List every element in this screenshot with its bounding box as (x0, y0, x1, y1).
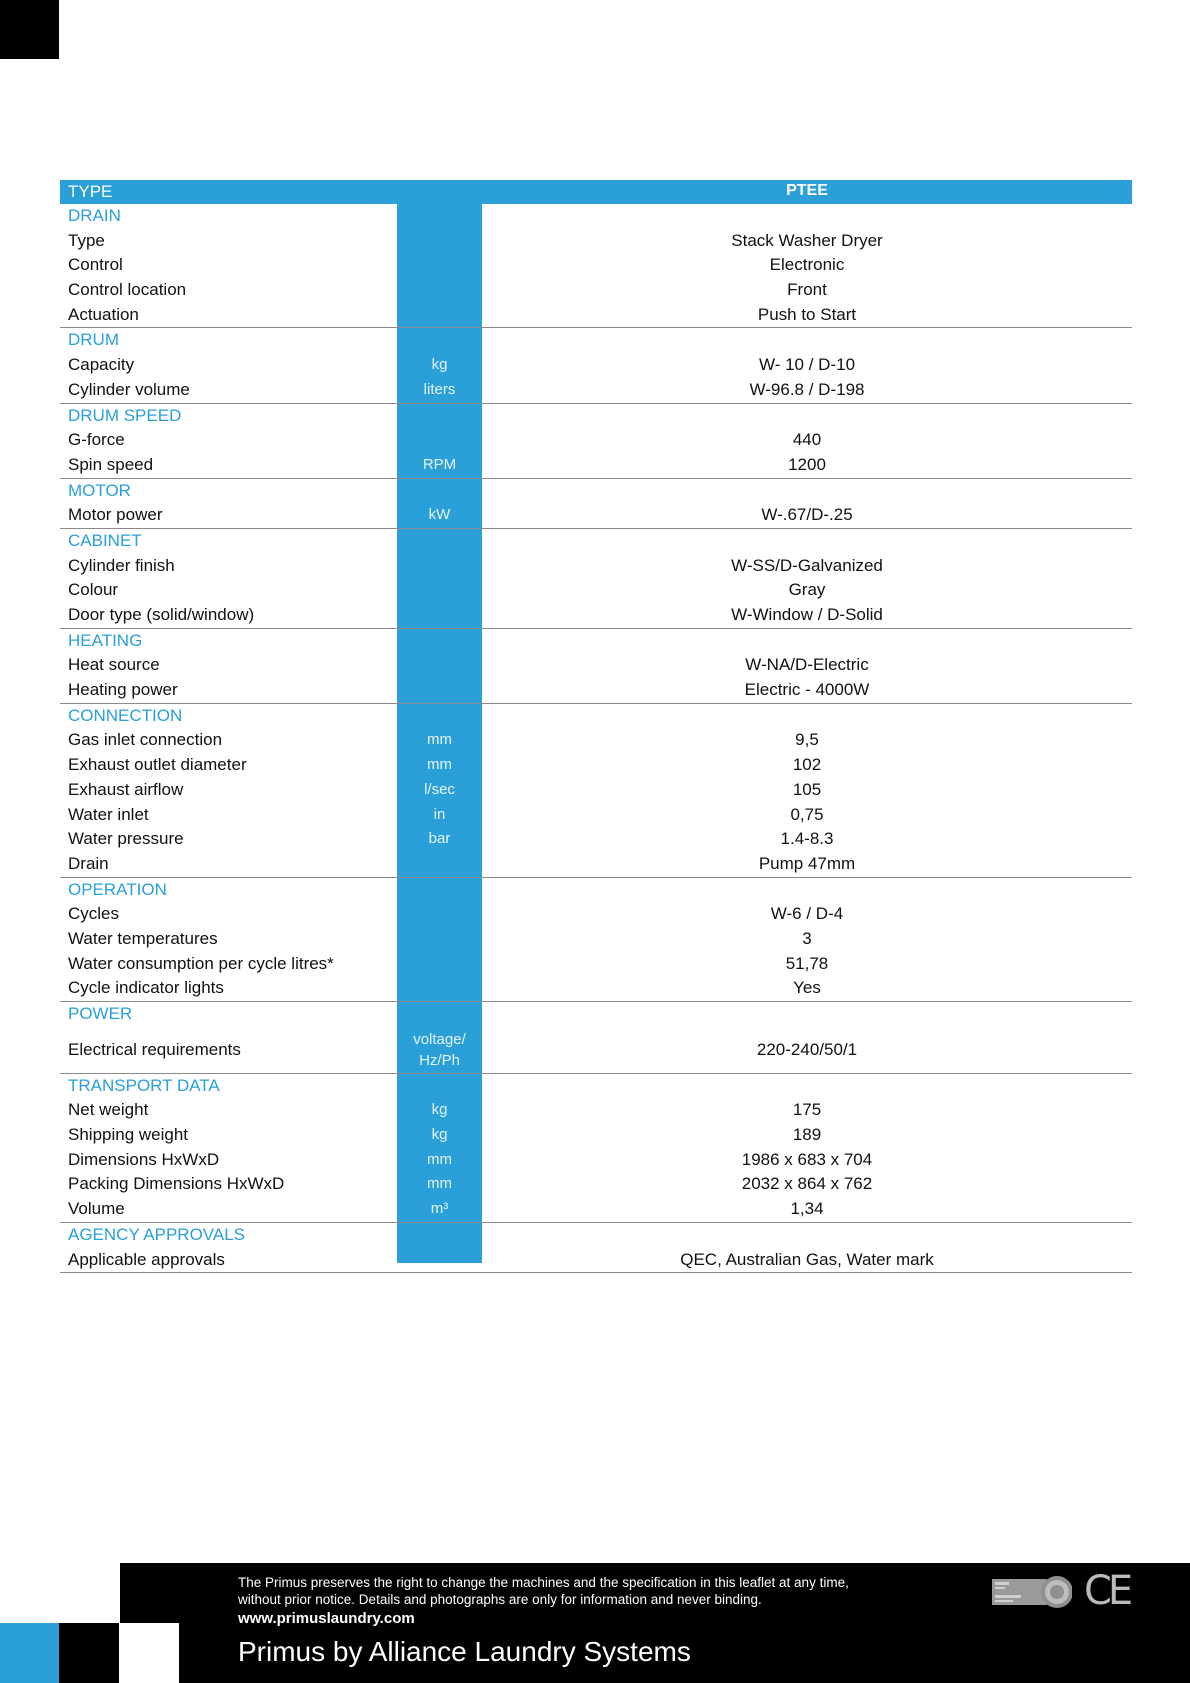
row-unit: bar (428, 830, 451, 848)
section-title: TRANSPORT DATA (68, 1075, 220, 1095)
spec-table (60, 180, 1132, 1273)
row-label: Type (68, 230, 105, 250)
spec-section (60, 328, 1132, 403)
row-value: 102 (792, 755, 822, 775)
spec-section (60, 1074, 1132, 1223)
row-value: Pump 47mm (758, 853, 856, 873)
footer-black-square (59, 1623, 119, 1683)
row-value: 175 (792, 1100, 822, 1120)
spec-section (60, 1223, 1132, 1273)
row-label: Cylinder finish (68, 555, 175, 575)
spec-row (60, 229, 1132, 254)
row-unit: mm (427, 731, 452, 749)
section-heading (60, 878, 1132, 903)
spec-row (60, 902, 1132, 927)
certification-logo-icon (992, 1573, 1072, 1611)
row-unit: mm (427, 756, 452, 774)
type-header-label: TYPE (68, 182, 113, 201)
spec-row (60, 428, 1132, 453)
row-value: Stack Washer Dryer (731, 230, 883, 250)
model-header: PTEE (786, 182, 828, 199)
row-unit: in (433, 805, 446, 823)
row-label: Exhaust airflow (68, 779, 184, 799)
section-heading (60, 479, 1132, 504)
ce-mark-icon: CE (1084, 1568, 1130, 1614)
row-label: Heat source (68, 655, 160, 675)
section-title: CABINET (68, 530, 142, 550)
row-label: Motor power (68, 505, 163, 525)
row-label: Applicable approvals (68, 1249, 225, 1269)
row-value: QEC, Australian Gas, Water mark (680, 1249, 934, 1269)
section-heading (60, 1223, 1132, 1248)
row-label: G-force (68, 430, 125, 450)
spec-row (60, 1172, 1132, 1197)
row-label: Colour (68, 580, 119, 600)
row-value: Yes (793, 978, 821, 998)
section-title: DRUM SPEED (68, 405, 182, 425)
website-link[interactable]: www.primuslaundry.com (238, 1610, 415, 1627)
row-value: 1,34 (790, 1199, 824, 1219)
row-value: 0,75 (790, 804, 824, 824)
row-label: Drain (68, 853, 109, 873)
section-heading (60, 529, 1132, 554)
corner-black-square (0, 0, 59, 59)
disclaimer-line-2: without prior notice. Details and photographs are only for information and never binding. (238, 1592, 762, 1607)
row-label: Dimensions HxWxD (68, 1149, 220, 1169)
section-title: OPERATION (68, 879, 167, 899)
row-label: Heating power (68, 680, 178, 700)
spec-section (60, 204, 1132, 328)
row-value: 2032 x 864 x 762 (741, 1174, 873, 1194)
spec-row (60, 852, 1132, 877)
row-unit: m³ (430, 1200, 449, 1218)
spec-row (60, 253, 1132, 278)
row-label: Control (68, 255, 123, 275)
section-heading (60, 328, 1132, 353)
spec-row (60, 678, 1132, 703)
spec-row (60, 603, 1132, 628)
row-label: Packing Dimensions HxWxD (68, 1174, 285, 1194)
row-label: Electrical requirements (68, 1039, 241, 1059)
row-label: Actuation (68, 304, 139, 324)
row-value: 220-240/50/1 (756, 1039, 858, 1059)
row-label: Exhaust outlet diameter (68, 755, 247, 775)
spec-row (60, 1123, 1132, 1148)
row-value: 9,5 (795, 730, 819, 750)
row-value: Push to Start (757, 304, 857, 324)
spec-row (60, 927, 1132, 952)
section-title: MOTOR (68, 480, 131, 500)
spec-row (60, 827, 1132, 852)
spec-section (60, 1002, 1132, 1074)
spec-row (60, 278, 1132, 303)
row-value: W-Window / D-Solid (731, 605, 883, 624)
row-label: Water consumption per cycle litres* (68, 953, 334, 973)
row-label: Water pressure (68, 829, 184, 849)
row-label: Water inlet (68, 804, 149, 824)
section-title: POWER (68, 1004, 133, 1023)
spec-row (60, 303, 1132, 328)
spec-section (60, 529, 1132, 629)
section-heading (60, 1074, 1132, 1099)
row-unit: RPM (422, 455, 457, 473)
row-unit: liters (423, 380, 456, 398)
footer-blue-square (0, 1623, 59, 1683)
spec-section (60, 479, 1132, 529)
row-label: Spin speed (68, 454, 154, 474)
section-heading (60, 404, 1132, 429)
spec-row (60, 778, 1132, 803)
row-value: 440 (792, 430, 822, 450)
section-heading (60, 704, 1132, 729)
row-label: Cylinder volume (68, 379, 190, 399)
row-unit: kW (428, 506, 451, 524)
spec-row (60, 353, 1132, 378)
section-title: DRAIN (68, 206, 121, 225)
spec-row (60, 503, 1132, 528)
row-value: 3 (802, 928, 812, 948)
row-unit: kg (431, 356, 448, 374)
row-label: Gas inlet connection (68, 730, 223, 750)
row-unit: kg (431, 1126, 448, 1144)
row-unit: mm (427, 1175, 452, 1193)
row-value: 189 (792, 1125, 822, 1145)
spec-row (60, 1248, 1132, 1273)
row-label: Volume (68, 1199, 125, 1219)
brand-name: Primus by Alliance Laundry Systems (238, 1636, 691, 1667)
row-value: Gray (788, 580, 826, 600)
spec-row (60, 728, 1132, 753)
section-title: HEATING (68, 630, 143, 650)
spec-row (60, 1098, 1132, 1123)
row-value: W- 10 / D-10 (758, 355, 856, 375)
row-label: Door type (solid/window) (68, 605, 255, 624)
row-label: Cycles (68, 904, 120, 924)
disclaimer-line-1: The Primus preserves the right to change the machines and the specification in this leaflet at any time, (238, 1575, 849, 1590)
row-value: W-6 / D-4 (770, 904, 844, 924)
spec-section (60, 704, 1132, 878)
section-heading (60, 204, 1132, 229)
section-title: CONNECTION (68, 705, 183, 725)
row-value: Electronic (769, 255, 845, 275)
footer-white-square (119, 1623, 179, 1683)
section-heading (60, 1002, 1132, 1027)
row-value: W-96.8 / D-198 (749, 379, 865, 399)
spec-row (60, 976, 1132, 1001)
row-value: Electric - 4000W (744, 680, 870, 700)
row-value: 1200 (788, 454, 826, 474)
row-value: Front (787, 280, 827, 300)
row-value: 1986 x 683 x 704 (741, 1149, 873, 1169)
row-value: W-SS/D-Galvanized (731, 555, 883, 575)
spec-row (60, 952, 1132, 977)
spec-row (60, 554, 1132, 579)
row-label: Shipping weight (68, 1125, 189, 1145)
spec-row (60, 753, 1132, 778)
spec-row (60, 1197, 1132, 1222)
row-label: Cycle indicator lights (68, 978, 224, 998)
row-unit: voltage/ Hz/Ph (413, 1030, 466, 1069)
row-value: W-NA/D-Electric (745, 655, 869, 675)
table-header (60, 180, 1132, 204)
row-value: W-.67/D-.25 (761, 505, 853, 525)
spec-row (60, 578, 1132, 603)
row-label: Control location (68, 280, 187, 300)
disclaimer (238, 1574, 918, 1608)
section-title: DRUM (68, 330, 119, 350)
row-label: Water temperatures (68, 928, 218, 948)
spec-sections (60, 204, 1132, 1273)
row-unit: kg (431, 1101, 448, 1119)
spec-row (60, 1148, 1132, 1173)
section-heading (60, 629, 1132, 654)
spec-row (60, 803, 1132, 828)
row-value: 1.4-8.3 (780, 829, 834, 849)
row-label: Capacity (68, 355, 135, 375)
row-value: 51,78 (785, 953, 829, 973)
row-unit: l/sec (424, 780, 455, 798)
spec-section (60, 629, 1132, 704)
spec-row (60, 1027, 1132, 1073)
spec-section (60, 404, 1132, 479)
row-unit: mm (427, 1150, 452, 1168)
spec-row (60, 453, 1132, 478)
spec-row (60, 653, 1132, 678)
row-value: 105 (792, 779, 822, 799)
section-title: AGENCY APPROVALS (68, 1224, 245, 1244)
row-label: Net weight (68, 1100, 149, 1120)
spec-row (60, 378, 1132, 403)
spec-section (60, 878, 1132, 1002)
